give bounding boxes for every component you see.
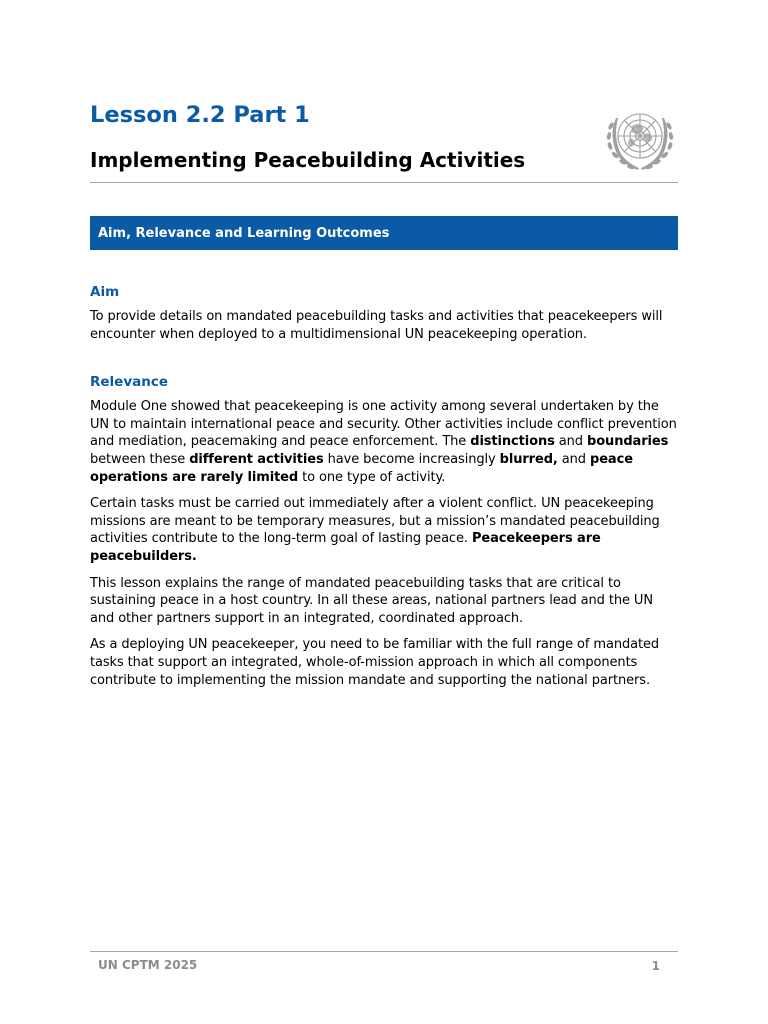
relevance-paragraph-1 (90, 398, 678, 486)
bold-text: Peacekeepers are peacebuilders. (90, 531, 601, 564)
footer-label: UN CPTM 2025 (98, 958, 198, 972)
relevance-heading: Relevance (90, 374, 169, 391)
aim-paragraph: To provide details on mandated peacebuilding tasks and activities that peacekeepers will encounter when deployed to a multidimensional UN peacekeeping operation. (90, 309, 663, 342)
relevance-paragraph-3: This lesson explains the range of mandated peacebuilding tasks that are critical to sustaining peace in a host country. In all these areas, national partners lead and the UN and other partners support in an integrated, coordinated approach. (90, 575, 653, 626)
text-span: to one type of activity. (298, 469, 446, 485)
document-page (90, 0, 678, 1024)
page-title: Implementing Peacebuilding Activities (90, 148, 526, 172)
bold-text: peace operations are rarely limited (90, 451, 633, 485)
title-divider (90, 182, 678, 183)
footer-divider (90, 951, 678, 952)
text-span: Certain tasks must be carried out immediately after a violent conflict. UN peacekeeping missions are meant to be temporary measures, but a mission’s mandated peacebuilding activities contribute to the long-term goal of lasting peace. (90, 496, 660, 547)
text-span: and (554, 434, 587, 450)
bold-text: different activities (189, 451, 324, 467)
bold-text: boundaries (587, 434, 669, 450)
un-emblem-icon (602, 104, 678, 174)
section-banner-label: Aim, Relevance and Learning Outcomes (98, 225, 390, 241)
text-span: between these (90, 451, 190, 467)
bold-text: distinctions (470, 434, 555, 450)
lesson-label: Lesson 2.2 Part 1 (90, 102, 310, 128)
aim-heading: Aim (90, 284, 120, 300)
bold-text: blurred, (499, 451, 558, 467)
section-banner (90, 216, 678, 250)
text-span: have become increasingly (323, 451, 500, 467)
page-number: 1 (651, 959, 660, 973)
lesson-content (90, 282, 678, 698)
relevance-paragraph-4: As a deploying UN peacekeeper, you need to be familiar with the full range of mandated tasks that support an integrated, whole-of-mission approach in which all components contribute to implementing the mission mandate and supporting the national partners. (90, 637, 660, 688)
relevance-paragraph-2 (90, 495, 678, 565)
text-span: Module One showed that peacekeeping is one activity among several undertaken by the UN to maintain international peace and security. Other activities include conflict prevention and mediation, peacemaking and peace enforcement. The (90, 399, 677, 450)
text-span: and (557, 451, 590, 467)
